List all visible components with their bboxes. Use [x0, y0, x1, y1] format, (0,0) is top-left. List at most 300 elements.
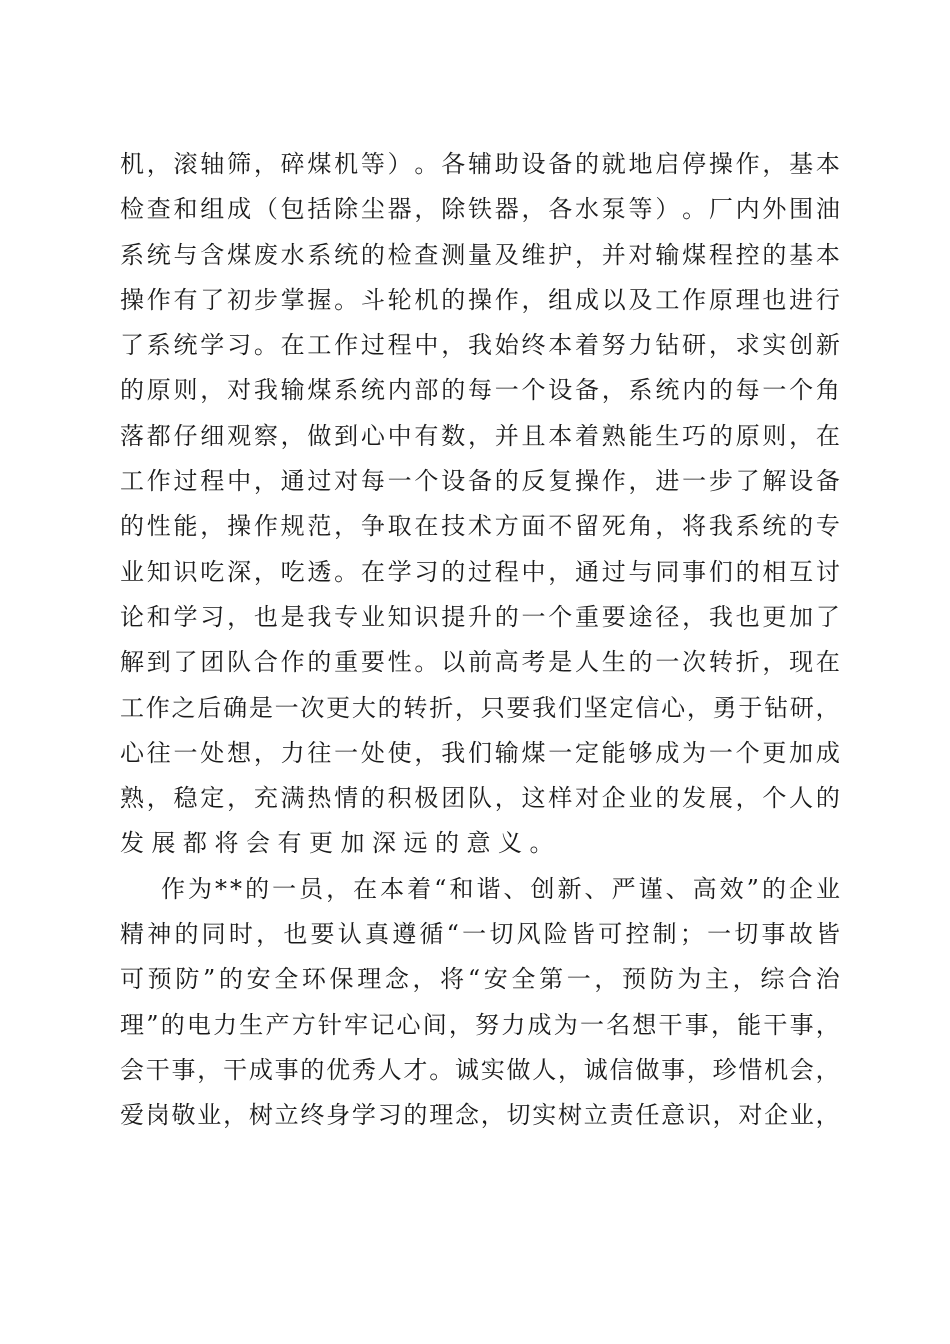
text-glyph: 过 — [467, 557, 492, 586]
text-glyph: 爱 — [120, 1101, 144, 1130]
text-glyph: ， — [548, 557, 573, 586]
text-glyph: 积 — [387, 784, 412, 813]
text-glyph: 作 — [601, 467, 626, 496]
text-glyph: 将 — [440, 965, 465, 994]
text-line — [120, 776, 840, 821]
text-glyph: 一 — [708, 738, 733, 767]
text-glyph: 作 — [146, 467, 171, 496]
text-glyph: 风 — [516, 920, 541, 949]
text-glyph: 的 — [360, 240, 385, 269]
text-glyph: 我 — [708, 512, 733, 541]
text-glyph: 统 — [762, 512, 787, 541]
text-glyph: 方 — [291, 1010, 316, 1039]
text-glyph: 的 — [435, 829, 459, 858]
text-glyph: 制 — [652, 920, 677, 949]
text-glyph: 对 — [334, 467, 359, 496]
text-glyph: ， — [815, 1010, 840, 1039]
text-glyph: 含 — [200, 240, 225, 269]
text-glyph: 成 — [575, 285, 600, 314]
text-glyph: 义 — [498, 829, 522, 858]
text-glyph: 原 — [708, 285, 733, 314]
text-glyph: 实 — [762, 331, 787, 360]
text-glyph: 并 — [601, 240, 626, 269]
text-glyph: 及 — [494, 240, 519, 269]
text-glyph: 备 — [815, 467, 840, 496]
text-glyph: ， — [146, 150, 171, 178]
text-glyph: 输 — [655, 240, 680, 269]
text-glyph: 险 — [543, 920, 568, 949]
text-glyph: ， — [227, 602, 252, 631]
text-glyph: 们 — [467, 738, 492, 767]
text-glyph: 牢 — [344, 1010, 369, 1039]
text-glyph: ， — [280, 421, 305, 450]
text-glyph: 煤 — [521, 738, 546, 767]
text-glyph: 的 — [441, 285, 466, 314]
text-glyph: 不 — [548, 512, 573, 541]
text-glyph: 作 — [682, 285, 707, 314]
text-glyph: 包 — [280, 195, 305, 224]
text-glyph: 创 — [789, 331, 814, 360]
text-glyph: 企 — [601, 784, 626, 813]
text-glyph: 将 — [214, 829, 239, 858]
text-glyph: 一 — [272, 874, 297, 903]
text-glyph: 个 — [762, 784, 787, 813]
text-glyph: ， — [223, 1101, 248, 1130]
text-glyph: 学 — [351, 1101, 376, 1130]
text-glyph: 程 — [387, 331, 412, 360]
text-glyph: 在 — [815, 648, 840, 677]
text-glyph: 远 — [403, 829, 428, 858]
text-glyph: 以 — [441, 648, 466, 677]
text-glyph: 谨 — [638, 874, 663, 903]
text-glyph: 转 — [708, 648, 733, 677]
text-glyph: 满 — [280, 784, 305, 813]
text-glyph: 统 — [655, 376, 680, 405]
text-glyph: 全 — [274, 965, 299, 994]
text-glyph: 进 — [789, 285, 814, 314]
text-glyph: 一 — [707, 920, 732, 949]
text-glyph: 统 — [146, 240, 171, 269]
text-glyph: “ — [446, 920, 459, 949]
text-glyph: ， — [253, 557, 278, 586]
text-glyph: 的 — [160, 1010, 185, 1039]
text-glyph: 时 — [228, 920, 253, 949]
text-glyph: 高 — [494, 648, 519, 677]
text-glyph: 队 — [227, 648, 252, 677]
text-glyph: 斗 — [360, 285, 385, 314]
text-glyph: 我 — [708, 602, 733, 631]
text-line — [120, 233, 840, 278]
text-glyph: 事 — [682, 557, 707, 586]
text-glyph: 一 — [334, 738, 359, 767]
text-glyph: 知 — [387, 602, 412, 631]
text-glyph: ， — [253, 150, 278, 178]
text-glyph: 维 — [521, 240, 546, 269]
text-line — [120, 1003, 840, 1048]
text-glyph: 程 — [708, 240, 733, 269]
text-glyph: 一 — [462, 920, 487, 949]
text-glyph: 勇 — [712, 693, 737, 722]
text-glyph: 到 — [334, 421, 359, 450]
text-glyph: 加 — [340, 829, 365, 858]
text-glyph: 巧 — [682, 421, 707, 450]
text-glyph: 作 — [334, 331, 359, 360]
text-glyph: 专 — [815, 512, 840, 541]
text-glyph: 我 — [467, 331, 492, 360]
text-glyph: 的 — [762, 240, 787, 269]
text-glyph: 工 — [307, 331, 332, 360]
text-glyph: 之 — [171, 693, 196, 722]
text-line — [120, 867, 840, 912]
text-glyph: 岗 — [145, 1101, 170, 1130]
text-glyph: 操 — [467, 285, 492, 314]
text-glyph: 在 — [815, 421, 840, 450]
text-glyph: 本 — [548, 421, 573, 450]
text-glyph: 习 — [200, 602, 225, 631]
text-glyph: 仔 — [173, 421, 198, 450]
text-glyph: 中 — [414, 331, 439, 360]
text-glyph: 的 — [120, 512, 144, 541]
text-glyph: 够 — [628, 738, 653, 767]
text-glyph: 与 — [173, 240, 198, 269]
text-glyph: ， — [628, 467, 653, 496]
text-glyph: 一 — [521, 602, 546, 631]
text-glyph: 业 — [628, 784, 653, 813]
text-glyph: 发 — [682, 784, 707, 813]
text-glyph: 备 — [467, 467, 492, 496]
text-glyph: 提 — [441, 602, 466, 631]
text-glyph: ， — [467, 421, 492, 450]
text-glyph: 习 — [377, 1101, 402, 1130]
text-glyph: 步 — [253, 285, 278, 314]
text-glyph: 于 — [738, 693, 763, 722]
text-glyph: 也 — [735, 602, 760, 631]
text-glyph: 更 — [326, 693, 351, 722]
text-glyph: 个 — [414, 467, 439, 496]
text-glyph: 身 — [326, 1101, 351, 1130]
text-glyph: 、 — [584, 874, 609, 903]
text-glyph: * — [230, 874, 243, 903]
text-glyph: 论 — [120, 602, 144, 631]
text-glyph: 任 — [635, 1101, 660, 1130]
text-glyph: 事 — [274, 1055, 299, 1084]
text-glyph: 的 — [403, 1101, 428, 1130]
text-glyph: 始 — [494, 331, 519, 360]
text-glyph: ， — [521, 195, 546, 224]
text-line — [120, 686, 840, 731]
text-glyph: 更 — [309, 829, 333, 858]
text-glyph: ， — [735, 784, 760, 813]
text-glyph: 每 — [467, 376, 492, 405]
text-glyph: 内 — [387, 376, 412, 405]
text-glyph: 们 — [708, 557, 733, 586]
text-glyph: 着 — [575, 421, 600, 450]
text-glyph: 煤 — [307, 376, 332, 405]
text-glyph: 为 — [677, 965, 702, 994]
text-glyph: 吃 — [280, 557, 305, 586]
text-glyph: 循 — [419, 920, 444, 949]
text-glyph: 想 — [632, 1010, 657, 1039]
text-glyph: 谐 — [476, 874, 501, 903]
text-glyph: 业 — [789, 1101, 814, 1130]
text-glyph: ， — [815, 1055, 840, 1084]
text-line — [120, 731, 840, 776]
text-glyph: 会 — [120, 1055, 144, 1084]
text-glyph: 习 — [414, 557, 439, 586]
text-glyph: 次 — [682, 648, 707, 677]
text-glyph: 热 — [307, 784, 332, 813]
text-glyph: 停 — [682, 150, 707, 178]
text-glyph: 综 — [760, 965, 785, 994]
text-glyph: 输 — [280, 376, 305, 405]
text-glyph: 大 — [351, 693, 376, 722]
text-glyph: 一 — [682, 467, 707, 496]
text-glyph: 成 — [248, 1055, 273, 1084]
text-glyph: 和 — [173, 195, 198, 224]
text-glyph: 中 — [227, 467, 252, 496]
text-glyph: 初 — [227, 285, 252, 314]
text-glyph: 通 — [575, 557, 600, 586]
text-glyph: 人 — [789, 784, 814, 813]
text-glyph: 一 — [494, 376, 519, 405]
text-glyph: 生 — [601, 648, 626, 677]
text-glyph: 方 — [494, 512, 519, 541]
text-glyph: 切 — [506, 1101, 531, 1130]
text-glyph: 往 — [146, 738, 171, 767]
text-glyph: 事 — [789, 1010, 814, 1039]
text-glyph: 透 — [307, 557, 332, 586]
text-glyph: 反 — [521, 467, 546, 496]
text-glyph: 控 — [625, 920, 650, 949]
text-glyph: 统 — [334, 240, 359, 269]
text-glyph: 要 — [601, 602, 626, 631]
text-glyph: 工 — [120, 467, 144, 496]
text-glyph: 留 — [575, 512, 600, 541]
text-glyph: 察 — [253, 421, 278, 450]
text-glyph: 展 — [151, 829, 176, 858]
text-glyph: 在 — [360, 557, 385, 586]
text-glyph: 筛 — [227, 150, 252, 178]
text-glyph: 升 — [467, 602, 492, 631]
text-glyph: ， — [762, 648, 787, 677]
text-glyph: 程 — [200, 467, 225, 496]
text-line — [120, 414, 840, 459]
text-glyph: 为 — [553, 1010, 578, 1039]
text-glyph: 和 — [449, 874, 474, 903]
text-glyph: 也 — [253, 602, 278, 631]
text-glyph: 做 — [307, 421, 332, 450]
text-glyph: 角 — [815, 376, 840, 405]
text-glyph: 同 — [655, 557, 680, 586]
text-glyph: ， — [448, 1010, 473, 1039]
text-glyph: 识 — [173, 557, 198, 586]
text-glyph: 组 — [200, 195, 225, 224]
text-glyph: 折 — [429, 693, 454, 722]
text-glyph: 神 — [147, 920, 172, 949]
text-glyph: * — [215, 874, 228, 903]
text-glyph: 意 — [466, 829, 491, 858]
text-glyph: 在 — [280, 331, 305, 360]
text-glyph: 。 — [429, 1055, 454, 1084]
text-glyph: 学 — [387, 557, 412, 586]
text-glyph: 是 — [548, 648, 573, 677]
text-glyph: 握 — [307, 285, 332, 314]
text-glyph: 的 — [735, 557, 760, 586]
text-glyph: 产 — [265, 1010, 290, 1039]
text-glyph: 责 — [609, 1101, 634, 1130]
text-glyph: 力 — [628, 331, 653, 360]
text-glyph: ， — [732, 965, 757, 994]
text-glyph: 地 — [628, 150, 653, 178]
text-glyph: ， — [200, 376, 225, 405]
text-glyph: 定 — [609, 693, 634, 722]
text-glyph: 个 — [789, 376, 814, 405]
text-glyph: 测 — [441, 240, 466, 269]
text-glyph: 才 — [403, 1055, 428, 1084]
text-glyph: 。 — [529, 829, 554, 858]
text-glyph: 则 — [173, 376, 198, 405]
text-glyph: 优 — [326, 1055, 351, 1084]
text-glyph: 惜 — [738, 1055, 763, 1084]
text-glyph: 且 — [521, 421, 546, 450]
text-glyph: 使 — [387, 738, 412, 767]
text-glyph: 是 — [248, 693, 273, 722]
text-glyph: 途 — [628, 602, 653, 631]
text-line — [120, 821, 840, 866]
text-glyph: 。 — [682, 195, 707, 224]
text-glyph: ， — [710, 1010, 735, 1039]
text-glyph: ， — [686, 693, 711, 722]
text-glyph: 过 — [601, 557, 626, 586]
text-glyph: 相 — [762, 557, 787, 586]
text-glyph: 后 — [197, 693, 222, 722]
text-glyph: 考 — [521, 648, 546, 677]
text-glyph: 的 — [300, 1055, 325, 1084]
text-glyph: 我 — [441, 738, 466, 767]
text-glyph: 性 — [387, 648, 412, 677]
text-glyph: 死 — [601, 512, 626, 541]
text-glyph: 煤 — [682, 240, 707, 269]
text-glyph: 有 — [277, 829, 302, 858]
text-glyph: 业 — [815, 874, 840, 903]
text-glyph: 环 — [301, 965, 326, 994]
text-glyph: 理 — [120, 1010, 144, 1039]
text-glyph: 防 — [649, 965, 674, 994]
text-glyph: 人 — [575, 648, 600, 677]
text-glyph: 熟 — [601, 421, 626, 450]
text-glyph: 样 — [548, 784, 573, 813]
text-glyph: 基 — [789, 150, 814, 178]
text-glyph: 进 — [655, 467, 680, 496]
text-line — [120, 595, 840, 640]
text-glyph: 业 — [360, 602, 385, 631]
text-glyph: 的 — [245, 874, 270, 903]
text-glyph: 终 — [300, 1101, 325, 1130]
text-glyph: 想 — [227, 738, 252, 767]
text-glyph: ， — [601, 376, 626, 405]
text-glyph: 防 — [175, 965, 200, 994]
text-glyph: 折 — [735, 648, 760, 677]
text-glyph: 干 — [763, 1010, 788, 1039]
text-glyph: 的 — [815, 784, 840, 813]
text-glyph: 干 — [145, 1055, 170, 1084]
text-glyph: 深 — [227, 557, 252, 586]
text-line — [120, 1048, 840, 1093]
text-glyph: 内 — [735, 195, 760, 224]
text-glyph: 认 — [337, 920, 362, 949]
text-glyph: 了 — [735, 467, 760, 496]
text-glyph: 到 — [146, 648, 171, 677]
text-glyph: 查 — [414, 240, 439, 269]
text-glyph: 人 — [377, 1055, 402, 1084]
text-glyph: 在 — [353, 874, 378, 903]
text-glyph: 和 — [146, 602, 171, 631]
text-glyph: 对 — [227, 376, 252, 405]
text-glyph: 钻 — [764, 693, 789, 722]
text-glyph: 争 — [360, 512, 385, 541]
text-glyph: ， — [789, 421, 814, 450]
text-glyph: 的 — [441, 376, 466, 405]
text-glyph: 组 — [548, 285, 573, 314]
text-glyph: 本 — [548, 331, 573, 360]
text-glyph: ， — [594, 965, 619, 994]
text-glyph: 实 — [532, 1101, 557, 1130]
text-glyph: 心 — [396, 1010, 421, 1039]
document-body — [120, 142, 840, 1139]
text-line — [120, 1093, 840, 1138]
text-glyph: 讨 — [815, 557, 840, 586]
text-glyph: 了 — [815, 602, 840, 631]
text-glyph: 定 — [575, 738, 600, 767]
text-glyph: 径 — [655, 602, 680, 631]
text-glyph: 新 — [815, 331, 840, 360]
text-glyph: 机 — [120, 150, 144, 178]
text-glyph: 操 — [227, 512, 252, 541]
text-glyph: 情 — [334, 784, 359, 813]
text-glyph: 就 — [601, 150, 626, 178]
text-glyph: 解 — [762, 467, 787, 496]
text-glyph: 一 — [579, 1010, 604, 1039]
text-glyph: 终 — [521, 331, 546, 360]
text-glyph: 一 — [173, 738, 198, 767]
text-glyph: 煤 — [227, 240, 252, 269]
text-glyph: 统 — [360, 376, 385, 405]
text-glyph: 名 — [606, 1010, 631, 1039]
text-glyph: 意 — [661, 1101, 686, 1130]
text-glyph: 器 — [494, 195, 519, 224]
text-glyph: 的 — [307, 648, 332, 677]
text-glyph: 基 — [789, 240, 814, 269]
text-glyph: 。 — [334, 557, 359, 586]
text-glyph: 识 — [686, 1101, 711, 1130]
text-glyph: 也 — [762, 285, 787, 314]
text-glyph: 有 — [173, 285, 198, 314]
text-glyph: 为 — [682, 738, 707, 767]
text-glyph: 一 — [387, 467, 412, 496]
text-line — [120, 459, 840, 504]
text-glyph: 的 — [575, 150, 600, 178]
text-glyph: 记 — [370, 1010, 395, 1039]
text-glyph: 、 — [503, 874, 528, 903]
text-glyph: ， — [521, 285, 546, 314]
text-glyph: 第 — [539, 965, 564, 994]
text-glyph: 心 — [360, 421, 385, 450]
text-glyph: 查 — [146, 195, 171, 224]
text-glyph: 并 — [494, 421, 519, 450]
text-glyph: 术 — [467, 512, 492, 541]
text-glyph: 会 — [789, 1055, 814, 1084]
text-glyph: 落 — [120, 421, 144, 450]
